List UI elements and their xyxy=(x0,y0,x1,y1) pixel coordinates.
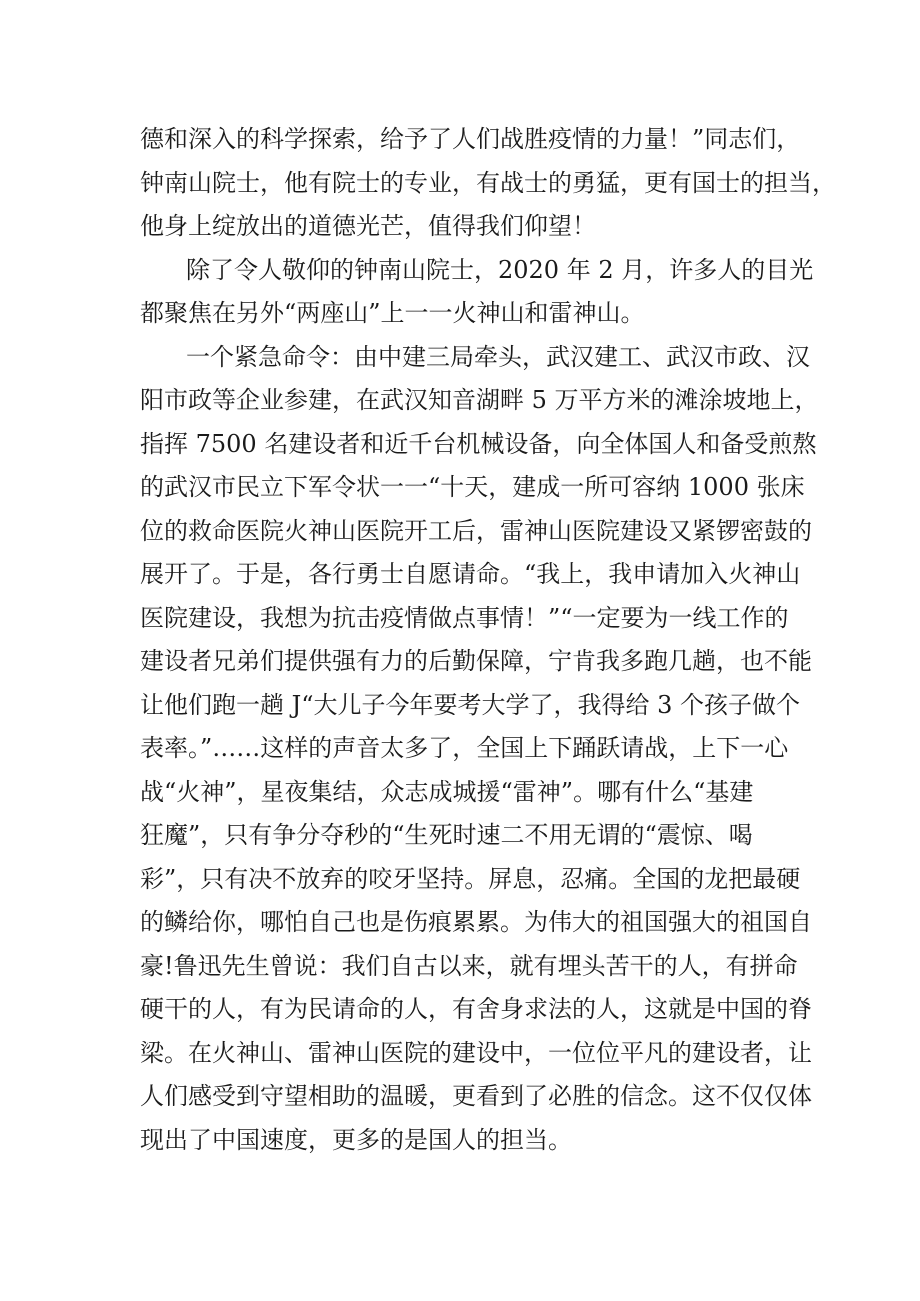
paragraph-line: 梁。在火神山、雷神山医院的建设中，一位位平凡的建设者，让 xyxy=(140,1038,812,1067)
paragraph-line: 位的救命医院火神山医院开工后，雷神山医院建设又紧锣密鼓的 xyxy=(140,516,812,545)
paragraph-3 xyxy=(140,336,820,1163)
paragraph-line: 现出了中国速度，更多的是国人的担当。 xyxy=(140,1125,572,1154)
paragraph-1 xyxy=(140,118,836,249)
paragraph-line: 豪!鲁迅先生曾说：我们自古以来，就有埋头苦干的人，有拼命 xyxy=(140,951,798,980)
paragraph-line: 医院建设，我想为抗击疫情做点事情！”“一定要为一线工作的 xyxy=(140,603,789,632)
paragraph-line: 硬干的人，有为民请命的人，有舍身求法的人，这就是中国的脊 xyxy=(140,995,812,1023)
paragraph-line: 表率。”……这样的声音太多了，全国上下踊跃请战，上下一心 xyxy=(140,734,789,762)
paragraph-first-line: 除了令人敬仰的钟南山院士，2020 年 2 月，许多人的目光 xyxy=(186,255,814,284)
paragraph-line: 指挥 7500 名建设者和近千台机械设备，向全体国人和备受煎熬 xyxy=(140,429,817,458)
paragraph-line: 钟南山院士，他有院士的专业，有战士的勇猛，更有国士的担当， xyxy=(140,168,836,197)
document-body xyxy=(140,118,836,1162)
paragraph-first-line: 一个紧急命令：由中建三局牵头，武汉建工、武汉市政、汉 xyxy=(186,342,810,371)
paragraph-line: 彩”，只有决不放弃的咬牙坚持。屏息，忍痛。全国的龙把最硬 xyxy=(140,864,801,893)
paragraph-line: 狂魔”，只有争分夺秒的“生死时速二不用无谓的“震惊、喝 xyxy=(140,821,753,849)
paragraph-line: 的鳞给你，哪怕自己也是伤痕累累。为伟大的祖国强大的祖国自 xyxy=(140,908,812,936)
paragraph-2 xyxy=(140,249,820,336)
paragraph-line: 的武汉市民立下军令状一一“十天，建成一所可容纳 1000 张床 xyxy=(140,473,805,501)
paragraph-line: 他身上绽放出的道德光芒，值得我们仰望！ xyxy=(140,212,596,240)
paragraph-line: 展开了。于是，各行勇士自愿请命。“我上，我申请加入火神山 xyxy=(140,560,801,588)
paragraph-line: 阳市政等企业参建，在武汉知音湖畔 5 万平方米的滩涂坡地上， xyxy=(140,386,819,414)
paragraph-line: 德和深入的科学探索，给予了人们战胜疫情的力量！”同志们， xyxy=(140,125,801,153)
paragraph-line: 让他们跑一趟 J“大儿子今年要考大学了，我得给 3 个孩子做个 xyxy=(140,690,801,719)
paragraph-line: 建设者兄弟们提供强有力的后勤保障，宁肯我多跑几趟，也不能 xyxy=(140,647,812,675)
paragraph-line: 人们感受到守望相助的温暖，更看到了必胜的信念。这不仅仅体 xyxy=(140,1082,812,1110)
paragraph-line: 都聚焦在另外“两座山”上一一火神山和雷神山。 xyxy=(140,299,645,327)
paragraph-line: 战“火神”，星夜集结，众志成城援“雷神”。哪有什么“基建 xyxy=(140,777,754,806)
